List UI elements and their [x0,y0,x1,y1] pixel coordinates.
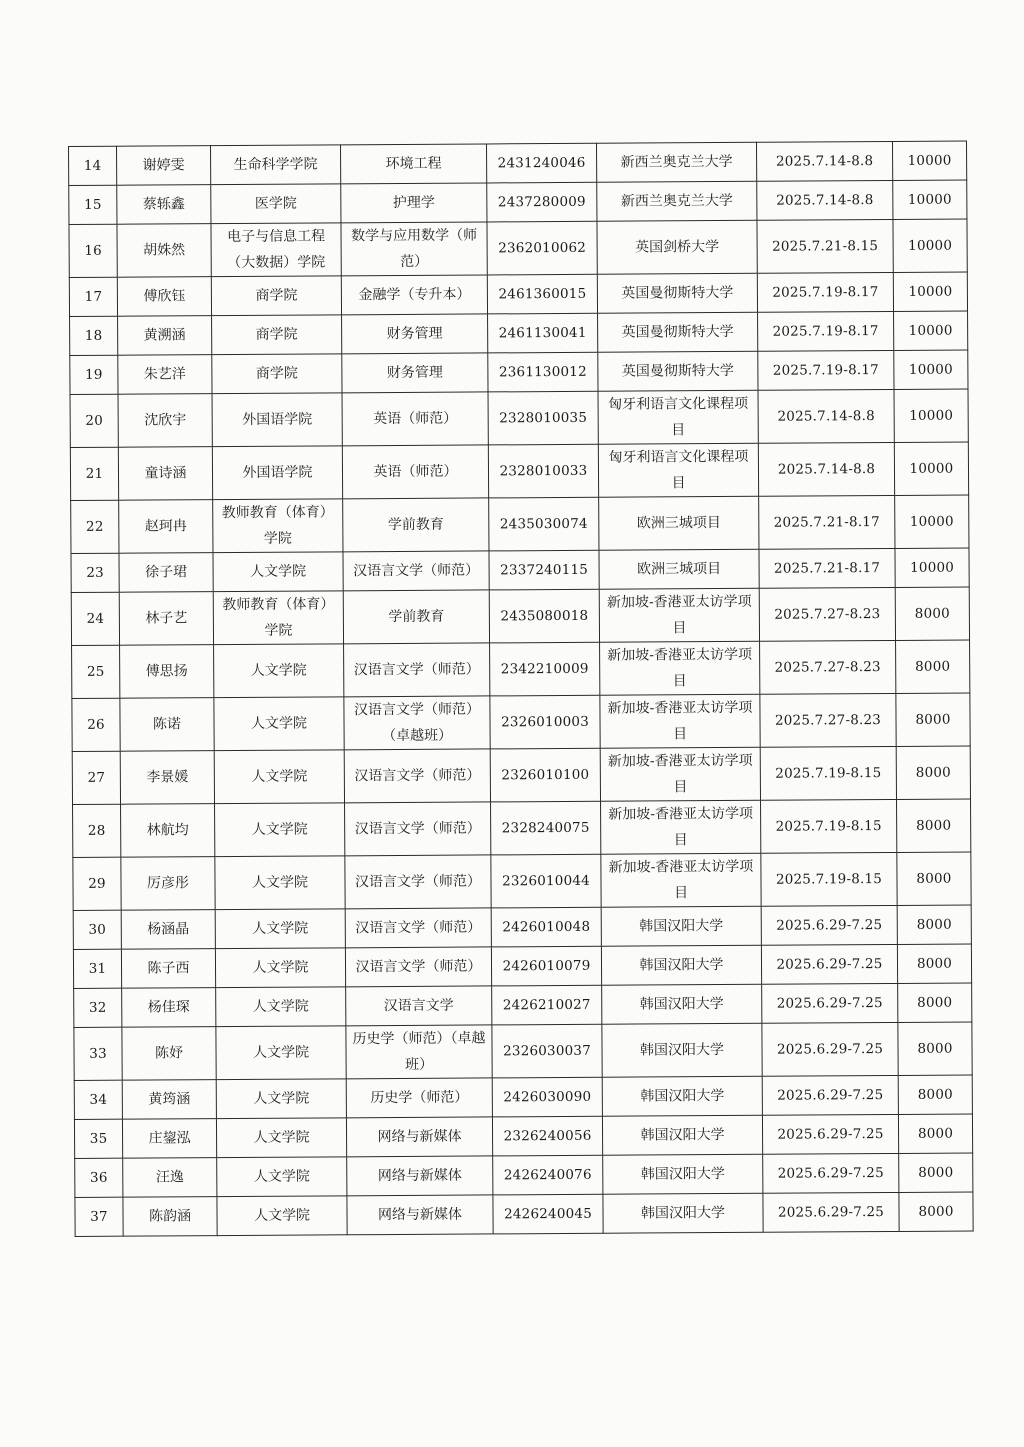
row-number-cell: 24 [71,592,119,645]
amount-cell: 8000 [899,1192,973,1231]
college-cell: 医学院 [211,184,341,224]
program-cell: 韩国汉阳大学 [602,984,762,1024]
row-number-cell: 23 [71,553,119,592]
amount-cell: 8000 [898,983,972,1022]
student-name-cell: 庄鋆泓 [122,1119,216,1159]
student-id-cell: 2426010048 [491,907,601,947]
major-cell: 汉语言文学（师范） [344,749,490,803]
row-number-cell: 18 [70,316,118,355]
student-name-cell: 陈妤 [122,1027,216,1081]
table-row [74,983,972,1027]
major-cell: 汉语言文学（师范） [344,643,490,697]
period-cell: 2025.7.27-8.23 [760,693,896,747]
amount-cell: 10000 [894,311,968,350]
student-id-cell: 2461360015 [487,274,597,314]
amount-cell: 8000 [896,693,970,746]
row-number-cell: 36 [75,1158,123,1197]
period-cell: 2025.7.19-8.17 [758,350,894,390]
student-name-cell: 陈诺 [120,698,214,752]
row-number-cell: 34 [74,1080,122,1119]
college-cell: 人文学院 [214,697,344,751]
student-id-cell: 2431240046 [486,143,596,183]
program-cell: 韩国汉阳大学 [601,906,761,946]
major-cell: 财务管理 [342,353,488,393]
table-row [74,1022,972,1080]
amount-cell: 8000 [897,944,971,983]
row-number-cell: 21 [70,447,118,500]
period-cell: 2025.7.21-8.17 [759,548,895,588]
student-id-cell: 2337240115 [489,550,599,590]
major-cell: 汉语言文学 [346,986,492,1026]
program-cell: 新西兰奥克兰大学 [596,142,756,182]
major-cell: 汉语言文学（师范） [345,947,491,987]
program-cell: 新加坡-香港亚太访学项目 [600,641,760,695]
table-row [70,442,968,500]
student-id-cell: 2426240045 [493,1194,603,1234]
student-id-cell: 2342210009 [490,642,600,696]
program-cell: 英国剑桥大学 [597,220,757,274]
amount-cell: 8000 [897,799,971,852]
major-cell: 英语（师范） [342,445,488,499]
amount-cell: 8000 [898,1022,972,1075]
student-name-cell: 陈子西 [121,949,215,989]
scholarship-table [68,141,974,1237]
student-name-cell: 厉彦彤 [121,857,215,911]
table-row [73,799,971,857]
table-row [69,141,967,185]
student-name-cell: 黄筠涵 [122,1080,216,1120]
amount-cell: 10000 [893,219,967,272]
period-cell: 2025.7.21-8.15 [757,219,893,273]
table-row [74,1075,972,1119]
college-cell: 人文学院 [214,644,344,698]
program-cell: 新加坡-香港亚太访学项目 [601,853,761,907]
amount-cell: 10000 [893,180,967,219]
period-cell: 2025.6.29-7.25 [762,983,898,1023]
major-cell: 金融学（专升本） [341,275,487,315]
student-name-cell: 谢婷雯 [117,146,211,186]
major-cell: 财务管理 [342,314,488,354]
student-name-cell: 童诗涵 [118,447,212,501]
period-cell: 2025.6.29-7.25 [761,944,897,984]
student-id-cell: 2328010035 [488,391,598,445]
period-cell: 2025.7.14-8.8 [758,442,894,496]
table-row [72,640,970,698]
college-cell: 商学院 [211,276,341,316]
amount-cell: 10000 [892,141,966,180]
program-cell: 韩国汉阳大学 [603,1154,763,1194]
college-cell: 人文学院 [215,909,345,949]
student-name-cell: 朱艺洋 [118,355,212,395]
row-number-cell: 26 [72,698,120,751]
period-cell: 2025.7.19-8.15 [760,746,896,800]
table-row [70,350,968,394]
student-id-cell: 2437280009 [487,182,597,222]
college-cell: 人文学院 [215,948,345,988]
student-name-cell: 陈韵涵 [123,1197,217,1237]
college-cell: 外国语学院 [212,446,342,500]
row-number-cell: 31 [73,949,121,988]
major-cell: 汉语言文学（师范） [345,802,491,856]
major-cell: 数学与应用数学（师范） [341,222,487,276]
period-cell: 2025.7.14-8.8 [756,141,892,181]
college-cell: 商学院 [212,354,342,394]
program-cell: 欧洲三城项目 [599,496,759,550]
period-cell: 2025.7.14-8.8 [758,389,894,443]
row-number-cell: 19 [70,355,118,394]
major-cell: 学前教育 [343,590,489,644]
student-name-cell: 赵珂冉 [119,500,213,554]
major-cell: 环境工程 [340,144,486,184]
period-cell: 2025.7.27-8.23 [759,587,895,641]
student-id-cell: 2435080018 [489,589,599,643]
student-id-cell: 2326010003 [490,695,600,749]
amount-cell: 8000 [895,587,969,640]
major-cell: 网络与新媒体 [347,1195,493,1235]
student-id-cell: 2326010100 [490,748,600,802]
student-name-cell: 傅欣钰 [117,277,211,317]
row-number-cell: 22 [71,500,119,553]
program-cell: 韩国汉阳大学 [602,1115,762,1155]
college-cell: 商学院 [212,315,342,355]
row-number-cell: 28 [73,804,121,857]
major-cell: 英语（师范） [342,392,488,446]
period-cell: 2025.7.27-8.23 [760,640,896,694]
amount-cell: 8000 [899,1153,973,1192]
student-name-cell: 杨佳琛 [122,988,216,1028]
major-cell: 网络与新媒体 [347,1156,493,1196]
amount-cell: 10000 [894,389,968,442]
student-id-cell: 2328240075 [491,801,601,855]
amount-cell: 8000 [898,1114,972,1153]
program-cell: 新加坡-香港亚太访学项目 [599,588,759,642]
college-cell: 教师教育（体育）学院 [213,499,343,553]
amount-cell: 8000 [898,1075,972,1114]
amount-cell: 10000 [893,272,967,311]
row-number-cell: 25 [72,645,120,698]
table-row [71,548,969,592]
period-cell: 2025.6.29-7.25 [762,1075,898,1115]
row-number-cell: 14 [69,146,117,185]
student-name-cell: 林航均 [121,804,215,858]
student-name-cell: 李景媛 [120,751,214,805]
program-cell: 韩国汉阳大学 [601,945,761,985]
college-cell: 人文学院 [215,856,345,910]
row-number-cell: 35 [74,1119,122,1158]
table-row [70,311,968,355]
row-number-cell: 29 [73,857,121,910]
major-cell: 汉语言文学（师范）（卓越班） [344,696,490,750]
student-id-cell: 2361130012 [488,352,598,392]
college-cell: 人文学院 [214,750,344,804]
program-cell: 英国曼彻斯特大学 [597,273,757,313]
program-cell: 欧洲三城项目 [599,549,759,589]
table-row [69,219,967,277]
student-name-cell: 胡姝然 [117,224,211,278]
table-row [74,1114,972,1158]
student-name-cell: 林子艺 [119,592,213,646]
student-id-cell: 2461130041 [488,313,598,353]
student-name-cell: 汪逸 [123,1158,217,1198]
student-id-cell: 2426210027 [492,985,602,1025]
table-row [72,746,970,804]
major-cell: 历史学（师范）（卓越班） [346,1025,492,1079]
table-row [71,495,969,553]
program-cell: 英国曼彻斯特大学 [598,351,758,391]
amount-cell: 10000 [894,350,968,389]
student-id-cell: 2328010033 [488,444,598,498]
program-cell: 韩国汉阳大学 [602,1023,762,1077]
row-number-cell: 30 [73,910,121,949]
period-cell: 2025.6.29-7.25 [761,905,897,945]
row-number-cell: 15 [69,185,117,224]
program-cell: 韩国汉阳大学 [603,1193,763,1233]
major-cell: 学前教育 [343,498,489,552]
college-cell: 生命科学学院 [211,145,341,185]
row-number-cell: 27 [72,751,120,804]
table-row [73,905,971,949]
college-cell: 电子与信息工程（大数据）学院 [211,223,341,277]
program-cell: 匈牙利语言文化课程项目 [598,443,758,497]
student-name-cell: 蔡轹鑫 [117,185,211,225]
table-row [69,180,967,224]
period-cell: 2025.7.14-8.8 [757,180,893,220]
major-cell: 护理学 [341,183,487,223]
student-name-cell: 沈欣宇 [118,394,212,448]
student-name-cell: 傅思扬 [120,645,214,699]
college-cell: 外国语学院 [212,393,342,447]
row-number-cell: 32 [74,988,122,1027]
student-name-cell: 黄溯涵 [118,316,212,356]
amount-cell: 8000 [896,746,970,799]
major-cell: 汉语言文学（师范） [345,908,491,948]
period-cell: 2025.6.29-7.25 [763,1192,899,1232]
table-body [69,141,974,1236]
table-row [71,587,969,645]
student-id-cell: 2426240076 [493,1155,603,1195]
amount-cell: 8000 [897,905,971,944]
period-cell: 2025.7.19-8.15 [761,799,897,853]
student-id-cell: 2435030074 [489,497,599,551]
amount-cell: 10000 [895,495,969,548]
major-cell: 汉语言文学（师范） [343,551,489,591]
college-cell: 人文学院 [216,1118,346,1158]
amount-cell: 10000 [894,442,968,495]
college-cell: 人文学院 [216,987,346,1027]
table-row [70,389,968,447]
program-cell: 新加坡-香港亚太访学项目 [601,800,761,854]
table-row [73,944,971,988]
period-cell: 2025.7.19-8.15 [761,852,897,906]
college-cell: 人文学院 [213,552,343,592]
college-cell: 人文学院 [217,1196,347,1236]
student-id-cell: 2326010044 [491,854,601,908]
college-cell: 人文学院 [216,1079,346,1119]
major-cell: 网络与新媒体 [346,1117,492,1157]
program-cell: 新西兰奥克兰大学 [597,181,757,221]
row-number-cell: 37 [75,1197,123,1236]
program-cell: 新加坡-香港亚太访学项目 [600,747,760,801]
table-row [73,852,971,910]
student-id-cell: 2362010062 [487,221,597,275]
period-cell: 2025.7.21-8.17 [759,495,895,549]
student-name-cell: 杨涵晶 [121,910,215,950]
row-number-cell: 33 [74,1027,122,1080]
table-row [75,1153,973,1197]
college-cell: 教师教育（体育）学院 [213,591,343,645]
program-cell: 英国曼彻斯特大学 [598,312,758,352]
college-cell: 人文学院 [215,803,345,857]
college-cell: 人文学院 [216,1026,346,1080]
student-id-cell: 2326240056 [492,1116,602,1156]
major-cell: 汉语言文学（师范） [345,855,491,909]
period-cell: 2025.6.29-7.25 [762,1022,898,1076]
row-number-cell: 16 [69,224,117,277]
table-row [72,693,970,751]
period-cell: 2025.6.29-7.25 [763,1153,899,1193]
college-cell: 人文学院 [217,1157,347,1197]
student-name-cell: 徐子珺 [119,553,213,593]
program-cell: 新加坡-香港亚太访学项目 [600,694,760,748]
major-cell: 历史学（师范） [346,1078,492,1118]
period-cell: 2025.7.19-8.17 [758,311,894,351]
program-cell: 韩国汉阳大学 [602,1076,762,1116]
row-number-cell: 17 [69,277,117,316]
amount-cell: 8000 [896,640,970,693]
table-row [75,1192,973,1236]
row-number-cell: 20 [70,394,118,447]
period-cell: 2025.7.19-8.17 [757,272,893,312]
table-row [69,272,967,316]
period-cell: 2025.6.29-7.25 [762,1114,898,1154]
amount-cell: 8000 [897,852,971,905]
amount-cell: 10000 [895,548,969,587]
student-id-cell: 2326030037 [492,1024,602,1078]
student-id-cell: 2426010079 [491,946,601,986]
program-cell: 匈牙利语言文化课程项目 [598,390,758,444]
student-id-cell: 2426030090 [492,1077,602,1117]
